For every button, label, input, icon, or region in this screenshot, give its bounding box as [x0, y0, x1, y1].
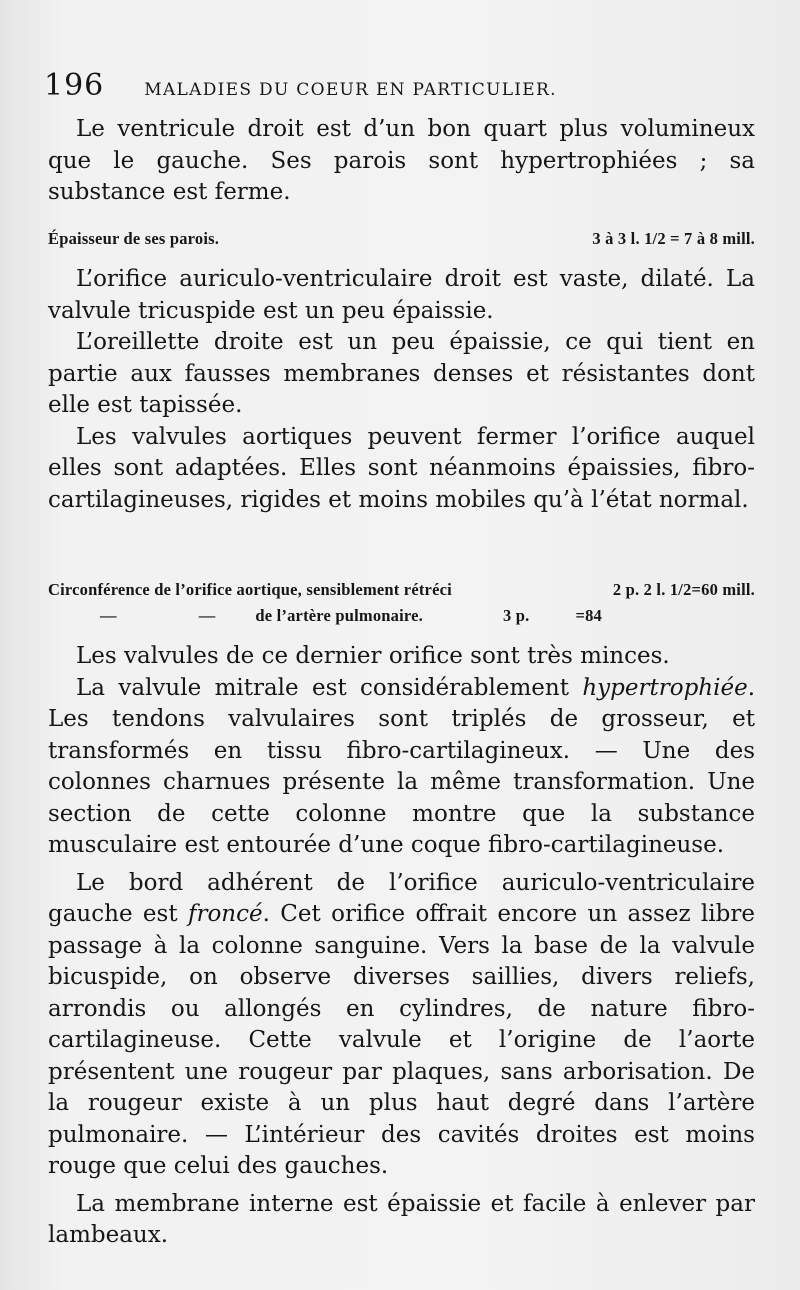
italic-term: hypertrophiée	[582, 674, 748, 701]
italic-term: froncé	[187, 901, 263, 927]
ditto-dash: —	[198, 606, 216, 625]
text-run: . Les tendons valvulaires sont triplés de grosseur, et transformés en tissu fibro-cartilagineux. — Une des colonnes charnues présente la même transformation. Une section de cette colonne montre que la substance musculaire est entourée d’une coque fibro-cartilagineuse.	[48, 674, 755, 858]
paragraph-right-atrium: L’oreillette droite est un peu épaissie, ce qui tient en partie aux fausses membranes denses et résistantes dont elle est tapissée.	[48, 329, 755, 418]
body-text	[48, 114, 755, 209]
paragraph-right-orifice: L’orifice auriculo-ventriculaire droit est vaste, dilaté. La valvule tricuspide est un peu épaissie.	[48, 266, 755, 324]
paragraph-inner-membrane: La membrane interne est épaissie et facile à enlever par lambeaux.	[48, 1190, 755, 1248]
page-number: 196	[44, 68, 105, 103]
paragraph-pulmonary-valves: Les valvules de ce dernier orifice sont très minces.	[76, 643, 670, 669]
measurement-pulmonary-circumference	[48, 606, 755, 626]
measurement-value: =84	[575, 606, 602, 625]
paragraph-aortic-valves: Les valvules aortiques peuvent fermer l’orifice auquel elles sont adaptées. Elles sont néanmoins épaissies, fibro-cartilagineuses, rigides et moins mobiles qu’à l’état normal.	[48, 423, 755, 513]
paragraph-right-ventricle: Le ventricule droit est d’un bon quart plus volumineux que le gauche. Ses parois sont hypertrophiées ; sa substance est ferme.	[48, 116, 755, 205]
measurement-value: 3 p.	[503, 606, 530, 625]
measurement-label: de l’artère pulmonaire.	[255, 606, 423, 625]
text-block-3	[48, 641, 755, 1252]
measurement-value: 2 p. 2 l. 1/2=60 mill.	[612, 580, 755, 599]
measurement-wall-thickness	[48, 229, 755, 249]
page-header	[44, 68, 764, 103]
text-run: Le bord adhérent de l’orifice auriculo-ventriculaire gauche est	[48, 869, 755, 927]
running-title: MALADIES DU COEUR EN PARTICULIER.	[144, 80, 557, 100]
paragraph-left-orifice	[48, 868, 755, 1183]
paragraph-mitral-valve	[48, 673, 755, 862]
measurement-aortic-circumference	[48, 580, 755, 600]
measurement-label: Épaisseur de ses parois.	[48, 229, 220, 248]
text-run: . Cet orifice offrait encore un assez libre passage à la colonne sanguine. Vers la base de la valvule bicuspide, on observe diverses saillies, divers reliefs, arrondis ou allongés en cylindres, de nature fibro-cartilagineuse. Cette valvule et l’origine de l’aorte présentent une rougeur par plaques, sans arborisation. De la rougeur existe à un plus haut degré dans l’artère pulmonaire. — L’intérieur des cavités droites est moins rouge que celui des gauches.	[48, 901, 755, 1179]
measurement-value: 3 à 3 l. 1/2 = 7 à 8 mill.	[592, 229, 755, 248]
measurement-label: Circonférence de l’orifice aortique, sensiblement rétréci	[48, 580, 452, 599]
ditto-dash: —	[100, 606, 117, 625]
text-run: La valvule mitrale est considérablement	[76, 674, 583, 701]
text-block-2	[48, 264, 755, 516]
